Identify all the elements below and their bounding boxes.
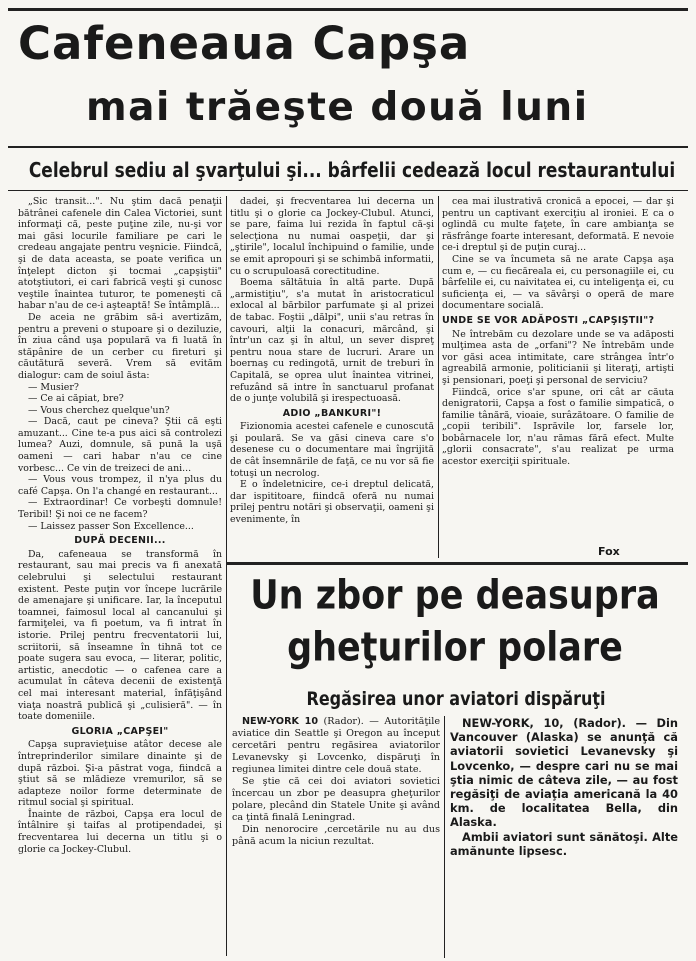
paragraph: — Laissez passer Son Excellence... (28, 520, 194, 532)
paragraph: Ne întrebăm cu dezolare unde se va adăposti mulţimea asta de „orfani"? Ne întrebăm unde vor găsi acea intimitate, care strângea într'o agreabilă armonie, politicianii şi literaţi, artişti şi pensionari, poeţi şi personal de serviciu? (442, 328, 674, 386)
section-heading: UNDE SE VOR ADĂPOSTI „CAPŞIŞTII"? (442, 314, 655, 326)
lead-text: — Din Vancouver (Alaska) se anunţă că aviatorii sovietici Levanevsky şi Lovcenko, — despre cari nu se mai ştia nimic de câteva zile, — au fost regăsiţi de aviaţia americană la 40 km. de localitatea Bella, din Alaska. (450, 716, 678, 830)
subheadline-rule (8, 190, 688, 191)
paragraph: E o îndeletnicire, ce-i dreptul delicată, dar ispititoare, fiindcă oferă nu numai prilej pentru notări şi observaţii, oameni şi evenimente, în (230, 479, 434, 526)
top-rule (8, 8, 688, 11)
article1-signature: Fox (598, 545, 620, 558)
paragraph: De aceia ne grăbim să-i avertizăm, pentru a preveni o stupoare şi o deziluzie, în ziua când uşa populară va fi luată în stăpânire de un cerber cu fireturi şi căutătură severă. Vrem să evităm dialogur: cam de soiul ăsta: (18, 311, 222, 381)
article2-subheadline: Regăsirea unor aviatori dispăruţi (306, 687, 606, 710)
dateline: NEW-YORK, 10, (Rador). (462, 716, 626, 730)
lead-text: — Autorităţile aviatice din Seattle şi Oregon au început cercetări pentru regăsirea aviatorilor Levanevsky şi Lovcenko, dispăruţi în regiunea limitei dintre cele două state. (232, 716, 440, 775)
article2-top-rule (226, 562, 688, 565)
paragraph: — Musier? (28, 381, 79, 393)
section-heading: ADIO „BANKURI"! (282, 407, 382, 419)
article2-column-1 (232, 716, 440, 958)
paragraph: dadei, şi frecventarea lui decerna un titlu şi o glorie ca Jockey-Clubul. Atunci, se pare, faima lui rezida în faptul că-şi selecţiona nu numai oaspeţii, dar şi „ştirile", localul închipuind o familie, unde se emit apropouri şi se schimbă informatii, cu o scrupuloasă corectitudine. (230, 196, 434, 277)
paragraph: Capşa supravieţuise atâtor decese ale întreprinderilor similare dinainte şi de după război. Şi-a păstrat voga, fiindcă a ştiut să se mlădieze vremurilor, să se adapteze noilor forme determinate de ritmul social şi spiritual. (18, 739, 222, 809)
article1-headline-line2: mai trăeşte două luni (86, 85, 589, 130)
paragraph (450, 716, 678, 830)
article1-column-3 (442, 196, 674, 542)
paragraph (232, 716, 440, 776)
paragraph: Se ştie că cei doi aviatori sovietici încercau un zbor pe deasupra gheţurilor polare, plecând din Statele Unite şi având ca ţintă finală Leningrad. (232, 776, 440, 823)
column-rule (226, 196, 227, 956)
dateline: NEW-YORK 10 (242, 716, 319, 727)
paragraph: — Ce ai căpiat, bre? (28, 393, 124, 405)
article1-column-2 (230, 196, 434, 554)
article2-headline-line2: gheţurilor polare (287, 625, 623, 671)
article1-subheadline: Celebrul sediu al şvarţului şi... bârfelii cedează locul restaurantului (28, 159, 676, 183)
paragraph: — Extraordinar! Ce vorbeşti domnule! Teribil! Şi noi ce ne facem? (18, 497, 222, 521)
agency: (Rador). (323, 716, 364, 727)
paragraph: Ambii aviatori sunt sănătoşi. Alte amănunte lipsesc. (450, 829, 678, 858)
paragraph: Fizionomia acestei cafenele e cunoscută şi poulară. Se va găsi cineva care s'o desenese cu o documentare mai îngrijită de cât însemnările de faţă, ce nu vor să fie totuşi un necrolog. (230, 421, 434, 479)
article1-headline-line1: Cafeneaua Capşa (18, 17, 471, 70)
paragraph: — Vous cherchez quelque'un? (28, 404, 170, 416)
paragraph: Din nenorocire ,cercetările nu au dus până acum la niciun rezultat. (232, 824, 440, 847)
paragraph: Fiindcă, orice s'ar spune, ori cât ar căuta denigratorii, Capşa a fost o familie simpatică, o familie tânără, vioaie, surâzătoare. O familie de „copii teribili". Isprăvile lor, farsele lor, bobârnacele lor, n'au rămas fără efect. Multe „glorii consacrate", s'au realizat pe urma acestor exerciţii spirituale. (442, 386, 674, 468)
article2-column-2 (450, 716, 678, 958)
section-heading: GLORIA „CAPŞEI" (71, 725, 169, 737)
paragraph: Da, cafeneaua se transformă în restaurant, sau mai precis va fi anexată celebrului şi selectului restaurant existent. Peste puţin vor începe lucrările de amenajare şi unificare. Iar, la începutul toamnei, faimosul local al cancanului şi farmiţelei, va fi poetum, va fi intrat în istorie. Prilej pentru frecventatorii lui, scriitorii, să înseamne în tihnă tot ce poate sugera sau evoca, — literar, politic, artistic, anecdotic — o cafenea care a acumulat în câteva decenii de existenţă cel mai interesant material, înfăţişând viaţa noastră publică şi „culisieră". — în toate domeniile. (18, 548, 222, 723)
article2-headline-line1: Un zbor pe deasupra (250, 573, 660, 619)
section-heading: DUPĂ DECENII... (74, 535, 166, 547)
paragraph: — Dacă, caut pe cineva? Ştii că eşti amuzant... Cine te-a pus aici să controlezi lumea? Auzi, domnule, să pună la uşă oameni — cari habar n'au ce cine vorbesc... Ce vin de treizeci de ani... (18, 416, 222, 474)
paragraph: Înainte de război, Capşa era locul de întâlnire şi taifas al protipendadei, şi frecventarea lui decerna un titlu şi o glorie ca Jockey-Clubul. (18, 808, 222, 855)
paragraph: cea mai ilustrativă cronică a epocei, — dar şi pentru un captivant exerciţiu al ironiei. E ca o oglindă cu multe faţete, în care ambianţa se răsfrânge foarte interesant, deformată. E nevoie ce-i dreptul şi de puţin curaj... (442, 196, 674, 254)
column-rule (438, 196, 439, 558)
column-rule (444, 716, 445, 958)
paragraph: Boema săltătuia în altă parte. După „armistiţiu", s'a mutat în aristocraticul exlocal al bărbilor parfumate şi al prizei de tabac. Foştii „dălpi", unii s'au retras în cavouri, alţii la conacuri, mărcând, şi într'un caz şi în altul, un sever dispreţ pentru noua stare de lucruri. Arare un boernaş cu redingotă, urnit de treburi în Capitală, se oprea ulut înaintea vitrinei, refuzând să intre în sanctuarul profanat de o junţe volubilă şi irespectuoasă. (230, 277, 434, 405)
paragraph: — Vous vous trompez, il n'ya plus du café Capşa. On l'a changé en restaurant... (18, 474, 222, 497)
headline-rule (8, 146, 688, 148)
article1-column-1 (18, 196, 222, 958)
paragraph: Cine se va încumeta să ne arate Capşa aşa cum e, — cu fiecăreala ei, cu personagiile ei, cu bârfelile ei, cu naivitatea ei, cu inteligenţa ei, cu suficienţa ei, — va săvârşi o operă de mare documentare socială. (442, 253, 674, 312)
paragraph: „Sic transit...". Nu ştim dacă penaţii bătrânei cafenele din Calea Victoriei, sunt informaţi că, peste puţine zile, nu-şi vor mai găsi locurile familiare pe cari le credeau angajate pentru veşnicie. Fiindcă, şi de data aceasta, se poate verifica un înţelept dicton şi tocmai „capşiştii" atotştiutori, ei cari fabrică veşti şi cunosc veştile înaintea tuturor, te pomeneşti că habar n'au de ce-i aşteaptă! Se întâmplă... (18, 196, 222, 312)
